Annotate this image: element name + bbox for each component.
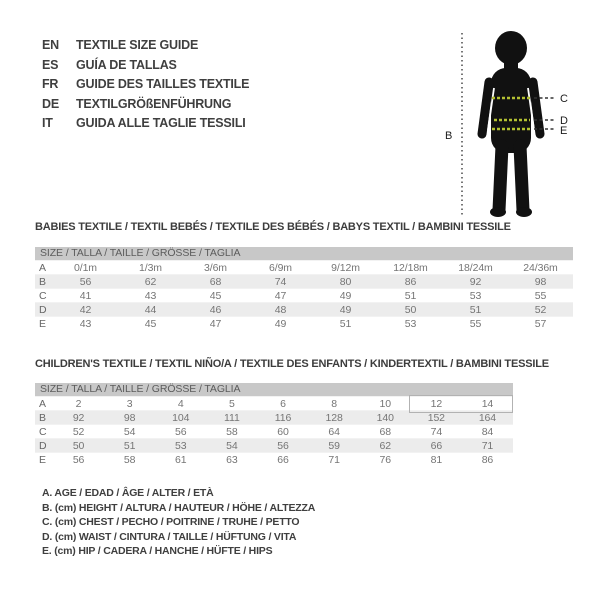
measurement-figure bbox=[430, 8, 600, 233]
babies-table-body bbox=[35, 260, 573, 330]
table-cell: 56 bbox=[175, 426, 187, 438]
table-cell: 53 bbox=[175, 440, 187, 452]
table-cell: 45 bbox=[209, 290, 222, 302]
table-cell: 2 bbox=[75, 398, 82, 410]
table-cell: 86 bbox=[481, 454, 494, 466]
child-silhouette-icon bbox=[430, 8, 600, 233]
table-cell: 0/1m bbox=[74, 262, 97, 274]
language-row-de bbox=[42, 95, 249, 115]
table-cell: 18/24m bbox=[458, 262, 493, 274]
table-row-a bbox=[35, 396, 513, 410]
language-row-en bbox=[42, 36, 249, 56]
table-cell: 55 bbox=[469, 318, 482, 330]
table-row-d bbox=[35, 302, 573, 316]
table-cell: 47 bbox=[274, 290, 287, 302]
language-list bbox=[42, 36, 249, 134]
table-row-e bbox=[35, 316, 573, 330]
table-cell: 47 bbox=[209, 318, 222, 330]
row-label: E bbox=[39, 454, 46, 466]
table-cell: 92 bbox=[469, 276, 482, 288]
table-cell: 57 bbox=[534, 318, 547, 330]
table-cell: 9/12m bbox=[331, 262, 360, 274]
legend-line-d: D. (cm) WAIST / CINTURA / TAILLE / HÜFTUNG / VITA bbox=[42, 530, 297, 543]
figure-label-d: D bbox=[560, 115, 568, 127]
table-cell: 6 bbox=[280, 398, 286, 410]
table-cell: 51 bbox=[339, 318, 352, 330]
child-silhouette bbox=[482, 31, 540, 217]
table-cell: 55 bbox=[534, 290, 547, 302]
legend-line-c: C. (cm) CHEST / PECHO / POITRINE / TRUHE / PETTO bbox=[42, 516, 300, 529]
babies-table-header: SIZE / TALLA / TAILLE / GRÖSSE / TAGLIA bbox=[35, 247, 573, 260]
table-cell: 84 bbox=[481, 426, 494, 438]
table-cell: 66 bbox=[430, 440, 443, 452]
language-label: TEXTILE SIZE GUIDE bbox=[76, 38, 199, 52]
table-cell: 59 bbox=[328, 440, 340, 452]
table-cell: 116 bbox=[274, 412, 292, 424]
table-cell: 140 bbox=[376, 412, 394, 424]
row-label: E bbox=[39, 318, 46, 330]
table-cell: 111 bbox=[224, 412, 240, 424]
table-cell: 104 bbox=[172, 412, 190, 424]
language-row-es bbox=[42, 56, 249, 76]
table-cell: 3 bbox=[126, 398, 133, 410]
table-cell: 53 bbox=[404, 318, 417, 330]
figure-label-e: E bbox=[560, 125, 568, 137]
table-cell: 43 bbox=[79, 318, 92, 330]
table-cell: 44 bbox=[144, 304, 157, 316]
table-cell: 53 bbox=[469, 290, 482, 302]
table-cell: 74 bbox=[274, 276, 287, 288]
row-label: C bbox=[39, 290, 47, 302]
table-cell: 128 bbox=[325, 412, 343, 424]
table-cell: 8 bbox=[331, 398, 337, 410]
table-cell: 50 bbox=[72, 440, 85, 452]
table-cell: 46 bbox=[209, 304, 222, 316]
table-cell: 4 bbox=[177, 398, 184, 410]
language-code: IT bbox=[42, 116, 53, 131]
table-cell: 68 bbox=[379, 426, 391, 438]
language-row-it bbox=[42, 114, 249, 134]
table-cell: 58 bbox=[123, 454, 136, 466]
table-cell: 56 bbox=[79, 276, 92, 288]
table-cell: 42 bbox=[79, 304, 92, 316]
table-cell: 86 bbox=[404, 276, 417, 288]
table-cell: 51 bbox=[469, 304, 482, 316]
language-code: EN bbox=[42, 38, 59, 52]
table-cell: 152 bbox=[427, 412, 445, 424]
table-row-a bbox=[35, 260, 573, 274]
table-row-e bbox=[35, 452, 513, 466]
table-cell: 61 bbox=[175, 454, 187, 466]
figure-label-c: C bbox=[560, 93, 568, 105]
table-cell: 58 bbox=[226, 426, 238, 438]
children-size-table bbox=[35, 383, 513, 466]
table-cell: 71 bbox=[328, 454, 340, 466]
table-cell: 81 bbox=[430, 454, 443, 466]
table-cell: 62 bbox=[144, 276, 157, 288]
table-cell: 164 bbox=[478, 412, 497, 424]
table-row-c bbox=[35, 424, 513, 438]
table-cell: 50 bbox=[404, 304, 417, 316]
table-cell: 49 bbox=[339, 290, 352, 302]
table-cell: 1/3m bbox=[139, 262, 162, 274]
table-cell: 54 bbox=[123, 426, 136, 438]
table-cell: 63 bbox=[226, 454, 238, 466]
table-cell: 10 bbox=[379, 398, 391, 410]
table-cell: 12 bbox=[430, 398, 443, 410]
table-cell: 41 bbox=[79, 290, 92, 302]
table-cell: 51 bbox=[404, 290, 417, 302]
babies-size-table bbox=[35, 247, 573, 330]
language-label: GUIDE DES TAILLES TEXTILE bbox=[76, 77, 250, 92]
table-row-d bbox=[35, 438, 513, 452]
table-cell: 5 bbox=[229, 398, 235, 410]
row-label: A bbox=[39, 398, 46, 410]
table-cell: 98 bbox=[123, 412, 136, 424]
figure-label-b: B bbox=[445, 130, 453, 142]
table-cell: 74 bbox=[430, 426, 443, 438]
table-cell: 66 bbox=[277, 454, 289, 466]
children-table-body bbox=[35, 396, 513, 466]
row-label: A bbox=[39, 262, 46, 274]
legend-line-e: E. (cm) HIP / CADERA / HANCHE / HÜFTE / HIPS bbox=[42, 545, 273, 558]
row-label: B bbox=[39, 412, 46, 424]
table-row-c bbox=[35, 288, 573, 302]
table-cell: 54 bbox=[226, 440, 238, 452]
row-label: C bbox=[39, 426, 47, 438]
table-cell: 6/9m bbox=[269, 262, 292, 274]
children-table-header: SIZE / TALLA / TAILLE / GRÖSSE / TAGLIA bbox=[35, 383, 513, 396]
table-cell: 49 bbox=[339, 304, 352, 316]
language-label: GUIDA ALLE TAGLIE TESSILI bbox=[76, 116, 246, 131]
table-cell: 51 bbox=[123, 440, 136, 452]
language-code: FR bbox=[42, 77, 59, 92]
table-cell: 56 bbox=[72, 454, 85, 466]
table-cell: 56 bbox=[277, 440, 289, 452]
language-label: TEXTILGRÖßENFÜHRUNG bbox=[76, 96, 232, 111]
children-section-title: CHILDREN'S TEXTILE / TEXTIL NIÑO/A / TEXTILE DES ENFANTS / KINDERTEXTIL / BAMBINI TESSILE bbox=[35, 358, 549, 370]
table-cell: 52 bbox=[72, 426, 85, 438]
language-label: GUÍA DE TALLAS bbox=[76, 57, 177, 72]
measurement-legend bbox=[42, 486, 315, 559]
table-cell: 24/36m bbox=[523, 262, 558, 274]
table-cell: 14 bbox=[481, 398, 494, 410]
row-label: D bbox=[39, 440, 47, 452]
table-cell: 52 bbox=[534, 304, 547, 316]
language-code: DE bbox=[42, 96, 59, 111]
table-cell: 3/6m bbox=[204, 262, 227, 274]
babies-section-title: BABIES TEXTILE / TEXTIL BEBÉS / TEXTILE DES BÉBÉS / BABYS TEXTIL / BAMBINI TESSILE bbox=[35, 221, 511, 233]
table-cell: 64 bbox=[328, 426, 340, 438]
table-cell: 45 bbox=[144, 318, 157, 330]
table-cell: 71 bbox=[481, 440, 494, 452]
table-cell: 62 bbox=[379, 440, 391, 452]
table-row-b bbox=[35, 410, 513, 424]
row-label: D bbox=[39, 304, 47, 316]
table-row-b bbox=[35, 274, 573, 288]
language-code: ES bbox=[42, 57, 59, 72]
table-cell: 49 bbox=[274, 318, 287, 330]
table-cell: 60 bbox=[277, 426, 289, 438]
legend-line-b: B. (cm) HEIGHT / ALTURA / HAUTEUR / HÖHE / ALTEZZA bbox=[42, 501, 316, 514]
table-cell: 92 bbox=[72, 412, 85, 424]
table-cell: 12/18m bbox=[393, 262, 428, 274]
table-cell: 48 bbox=[274, 304, 287, 316]
table-cell: 80 bbox=[339, 276, 352, 288]
table-cell: 98 bbox=[534, 276, 547, 288]
table-cell: 43 bbox=[144, 290, 157, 302]
language-row-fr bbox=[42, 75, 249, 95]
table-cell: 76 bbox=[379, 454, 391, 466]
row-label: B bbox=[39, 276, 46, 288]
legend-line-a: A. AGE / EDAD / ÂGE / ALTER / ETÀ bbox=[42, 487, 214, 499]
table-cell: 68 bbox=[209, 276, 222, 288]
